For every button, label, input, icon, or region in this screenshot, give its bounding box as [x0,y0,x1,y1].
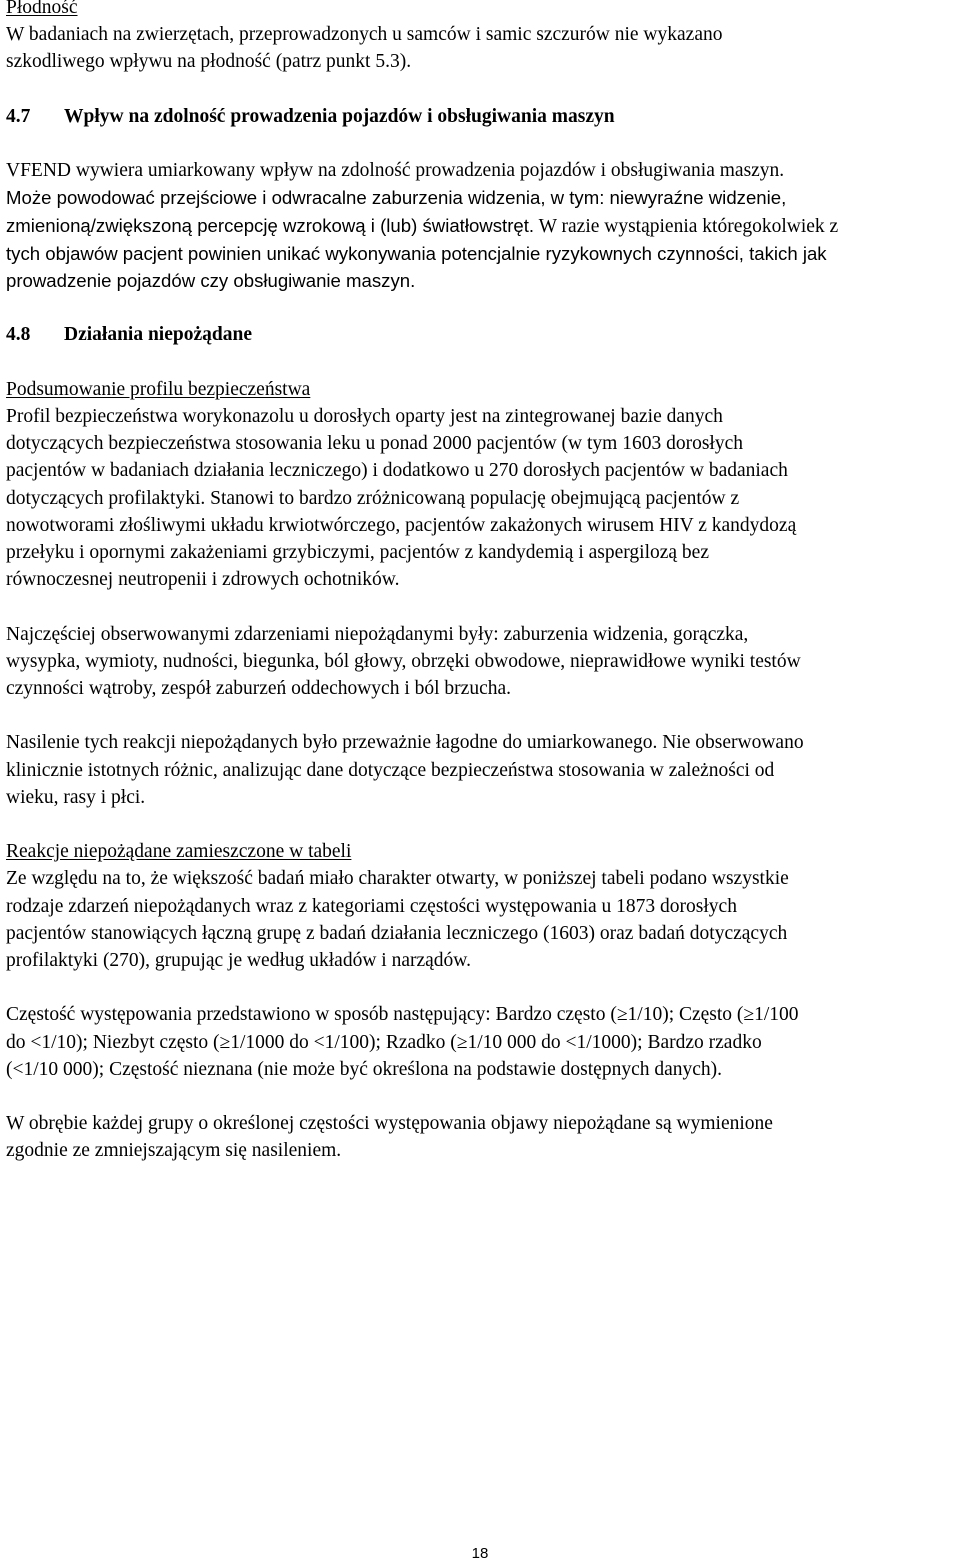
safety-profile-p3-line-2: klinicznie istotnych różnic, analizując dane dotyczące bezpieczeństwa stosowania w zależności od [6,759,775,781]
spacer [6,1083,956,1110]
section-4-8-title: Działania niepożądane [64,324,252,346]
frequency-p2-line-3: (<1/10 000); Częstość nieznana (nie może być określona na podstawie dostępnych danych). [6,1058,723,1080]
tabulated-p1-line-1: Ze względu na to, że większość badań miało charakter otwarty, w poniższej tabeli podano wszystkie [6,868,789,890]
tabulated-subheading: Reakcje niepożądane zamieszczone w tabeli [6,841,352,863]
spacer [6,702,956,729]
spacer [6,811,956,838]
safety-profile-p1-line-3: pacjentów w badaniach działania leczniczego) i dodatkowo u 270 dorosłych pacjentów w badaniach [6,460,788,482]
spacer [6,76,956,103]
section-4-7-number: 4.7 [6,105,31,127]
spacer [6,593,956,620]
safety-profile-subheading: Podsumowanie profilu bezpieczeństwa [6,378,311,400]
safety-profile-p3-line-3: wieku, rasy i płci. [6,786,146,808]
safety-profile-p2-line-3: czynności wątroby, zespół zaburzeń oddechowych i ból brzucha. [6,678,512,699]
section-4-7-heading [6,103,956,130]
fertility-text-line-2: szkodliwego wpływu na płodność (patrz punkt 5.3). [6,51,412,73]
frequency-p2-line-1: Częstość występowania przedstawiono w sposób następujący: Bardzo często (≥1/10); Często (≥1/100 [6,1004,799,1026]
frequency-p3-line-2: zgodnie ze zmniejszającym się nasileniem. [6,1140,342,1162]
safety-profile-p2-line-1: Najczęściej obserwowanymi zdarzeniami niepożądanymi były: zaburzenia widzenia, gorączka, [6,623,749,645]
spacer [6,349,956,376]
safety-profile-p1-line-2: dotyczących bezpieczeństwa stosowania leku u ponad 2000 pacjentów (w tym 1603 dorosłych [6,433,743,455]
driving-text-line-3 [6,212,956,240]
safety-profile-p3-line-1: Nasilenie tych reakcji niepożądanych było przeważnie łagodne do umiarkowanego. Nie obserwowano [6,732,804,754]
safety-profile-p1-line-1: Profil bezpieczeństwa worykonazolu u dorosłych oparty jest na zintegrowanej bazie danych [6,405,723,427]
frequency-p3-line-1: W obrębie każdej grupy o określonej częstości występowania objawy niepożądane są wymienione [6,1113,773,1135]
document-page [6,0,956,1165]
driving-text-line-3b: W razie wystąpienia któregokolwiek z [534,215,839,237]
safety-profile-p2-line-2: wysypka, wymioty, nudności, biegunka, ból głowy, obrzęki obwodowe, nieprawidłowe wyniki testów [6,650,801,672]
spacer [6,294,956,321]
page-number: 18 [471,1545,489,1562]
fertility-subheading: Płodność [6,0,78,18]
fertility-text-line-1: W badaniach na zwierzętach, przeprowadzonych u samców i samic szczurów nie wykazano [6,24,723,46]
tabulated-p1-line-2: rodzaje zdarzeń niepożądanych wraz z kategoriami częstości występowania u 1873 dorosłych [6,895,737,917]
driving-text-line-1: VFEND wywiera umiarkowany wpływ na zdolność prowadzenia pojazdów i obsługiwania maszyn. [6,160,785,182]
driving-text-line-5: prowadzenie pojazdów czy obsługiwanie maszyn. [6,270,416,291]
safety-profile-p1-line-4: dotyczących profilaktyki. Stanowi to bardzo zróżnicowaną populację obejmującą pacjentów z [6,487,740,509]
tabulated-p1-line-4: profilaktyki (270), grupując je według układów i narządów. [6,950,471,971]
frequency-p2-line-2: do <1/10); Niezbyt często (≥1/1000 do <1/100); Rzadko (≥1/10 000 do <1/1000); Bardzo rzadko [6,1031,762,1053]
safety-profile-p1-line-5: nowotworami złośliwymi układu krwiotwórczego, pacjentów zakażonych wirusem HIV z kandydozą [6,514,797,536]
section-4-8-number: 4.8 [6,324,31,346]
section-4-7-title: Wpływ na zdolność prowadzenia pojazdów i obsługiwania maszyn [64,105,615,127]
safety-profile-p1-line-7: równoczesnej neutropenii i zdrowych ochotników. [6,569,400,591]
tabulated-p1-line-3: pacjentów stanowiących łączną grupę z badań działania leczniczego (1603) oraz badań dotyczących [6,922,788,944]
driving-text-line-4: tych objawów pacjent powinien unikać wykonywania potencjalnie ryzykownych czynności, takich jak [6,242,827,264]
driving-text-line-3a: zmienioną/zwiększoną percepcję wzrokową i (lub) światłowstręt. [6,214,535,236]
safety-profile-p1-line-6: przełyku i opornymi zakażeniami grzybiczymi, pacjentów z kandydemią i aspergilozą bez [6,542,709,563]
driving-text-line-2: Może powodować przejściowe i odwracalne zaburzenia widzenia, w tym: niewyraźne widzenie, [6,187,787,209]
section-4-8-heading [6,321,956,348]
spacer [6,130,956,157]
spacer [6,974,956,1001]
